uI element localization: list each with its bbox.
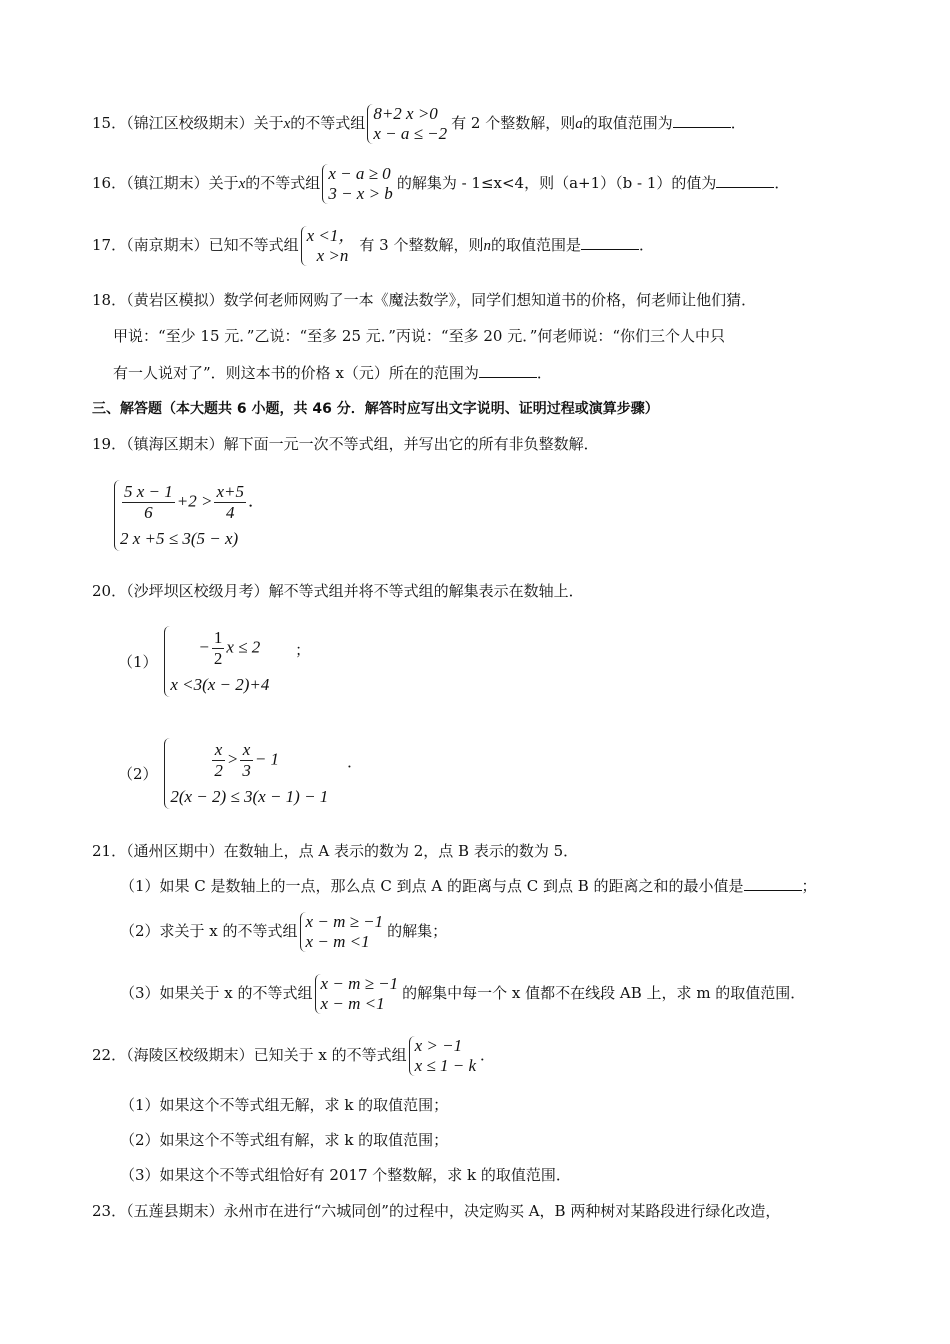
question-18-line-2: 甲说：“至少 15 元．”乙说：“至多 25 元．”丙说：“至多 20 元．”何老师说：“你们三个人中只: [113, 327, 726, 345]
inequality-system: 8+2 x >0 x − a ≤ −2: [367, 104, 449, 144]
inequality-system: $\frac{x}{2}$ > $\frac{x}{3}$ − 1 2(x − 2) ≤ 3(x − 1) − 1: [164, 738, 340, 809]
answer-blank[interactable]: [479, 363, 537, 378]
inequality-system: x > −1 x ≤ 1 − k: [409, 1036, 478, 1076]
question-23: 23．（五莲县期末）永州市在进行“六城同创”的过程中，决定购买 A，B 两种树对某路段进行绿化改造，: [92, 1202, 781, 1220]
question-15: 15．（锦江区校级期末）关于x的不等式组 8+2 x >0 x − a ≤ −2 有 2 个整数解，则a的取值范围为 ．: [92, 104, 746, 143]
answer-blank[interactable]: [716, 173, 774, 188]
question-22-part-2: （2）如果这个不等式组有解，求 k 的取值范围；: [120, 1131, 449, 1149]
answer-blank[interactable]: [673, 113, 731, 128]
inequality-system: x − m ≥ −1 x − m <1: [300, 912, 386, 952]
inequality-system: − $\frac{1}{2}$ x ≤ 2 x <3(x − 2)+4: [164, 626, 284, 697]
inequality-system: x − a ≥ 0 3 − x > b: [322, 164, 395, 204]
question-21: 21．（通州区期中）在数轴上，点 A 表示的数为 2，点 B 表示的数为 5．: [92, 842, 579, 860]
question-21-part-2: （2）求关于 x 的不等式组 x − m ≥ −1 x − m <1 的解集；: [120, 912, 448, 951]
inequality-system: x <1， x >n: [301, 226, 358, 266]
question-17: 17．（南京期末）已知不等式组 x <1， x >n 有 3 个整数解，则n的取值范围是 ．: [92, 226, 655, 265]
question-21-part-3: （3）如果关于 x 的不等式组 x − m ≥ −1 x − m <1 的解集中每一个 x 值都不在线段 AB 上，求 m 的取值范围．: [120, 974, 806, 1013]
question-18: 18．（黄岩区模拟）数学何老师网购了一本《魔法数学》，同学们想知道书的价格，何老师让他们猜．: [92, 291, 757, 309]
question-19-system: [112, 480, 269, 551]
question-22: 22．（海陵区校级期末）已知关于 x 的不等式组 x > −1 x ≤ 1 − k ．: [92, 1036, 496, 1075]
section-heading: 三、解答题（本大题共 6 小题，共 46 分．解答时应写出文字说明、证明过程或演算步骤）: [92, 401, 659, 417]
question-22-part-1: （1）如果这个不等式组无解，求 k 的取值范围；: [120, 1096, 449, 1114]
inequality-system: x − m ≥ −1 x − m <1: [315, 974, 401, 1014]
answer-blank[interactable]: [744, 876, 802, 891]
question-22-part-3: （3）如果这个不等式组恰好有 2017 个整数解，求 k 的取值范围．: [120, 1166, 571, 1184]
question-16: 16．（镇江期末）关于x的不等式组 x − a ≥ 0 3 − x > b 的解集为 - 1≤x<4，则（a+1）（b - 1）的值为 ．: [92, 164, 790, 203]
question-20: 20．（沙坪坝区校级月考）解不等式组并将不等式组的解集表示在数轴上．: [92, 582, 584, 600]
question-20-part-1: （1） − $\frac{1}{2}$ x ≤ 2 x <3(x − 2)+4 ；: [118, 626, 310, 697]
question-21-part-1: （1）如果 C 是数轴上的一点，那么点 C 到点 A 的距离与点 C 到点 B 的距离之和的最小值是 ；: [120, 877, 817, 895]
question-20-part-2: （2） $\frac{x}{2}$ > $\frac{x}{3}$ − 1 2(x − 2) ≤ 3(x − 1) − 1 ．: [118, 738, 362, 809]
inequality-system: $\frac{5 x - 1}{6}$ +2 > $\frac{x+5}{4}$ ． 2 x +5 ≤ 3(5 − x): [114, 480, 267, 551]
question-18-line-3: 有一人说对了”．则这本书的价格 x（元）所在的范围为 ．: [113, 364, 552, 382]
answer-blank[interactable]: [581, 235, 639, 250]
question-19: 19．（镇海区期末）解下面一元一次不等式组，并写出它的所有非负整数解．: [92, 435, 599, 453]
